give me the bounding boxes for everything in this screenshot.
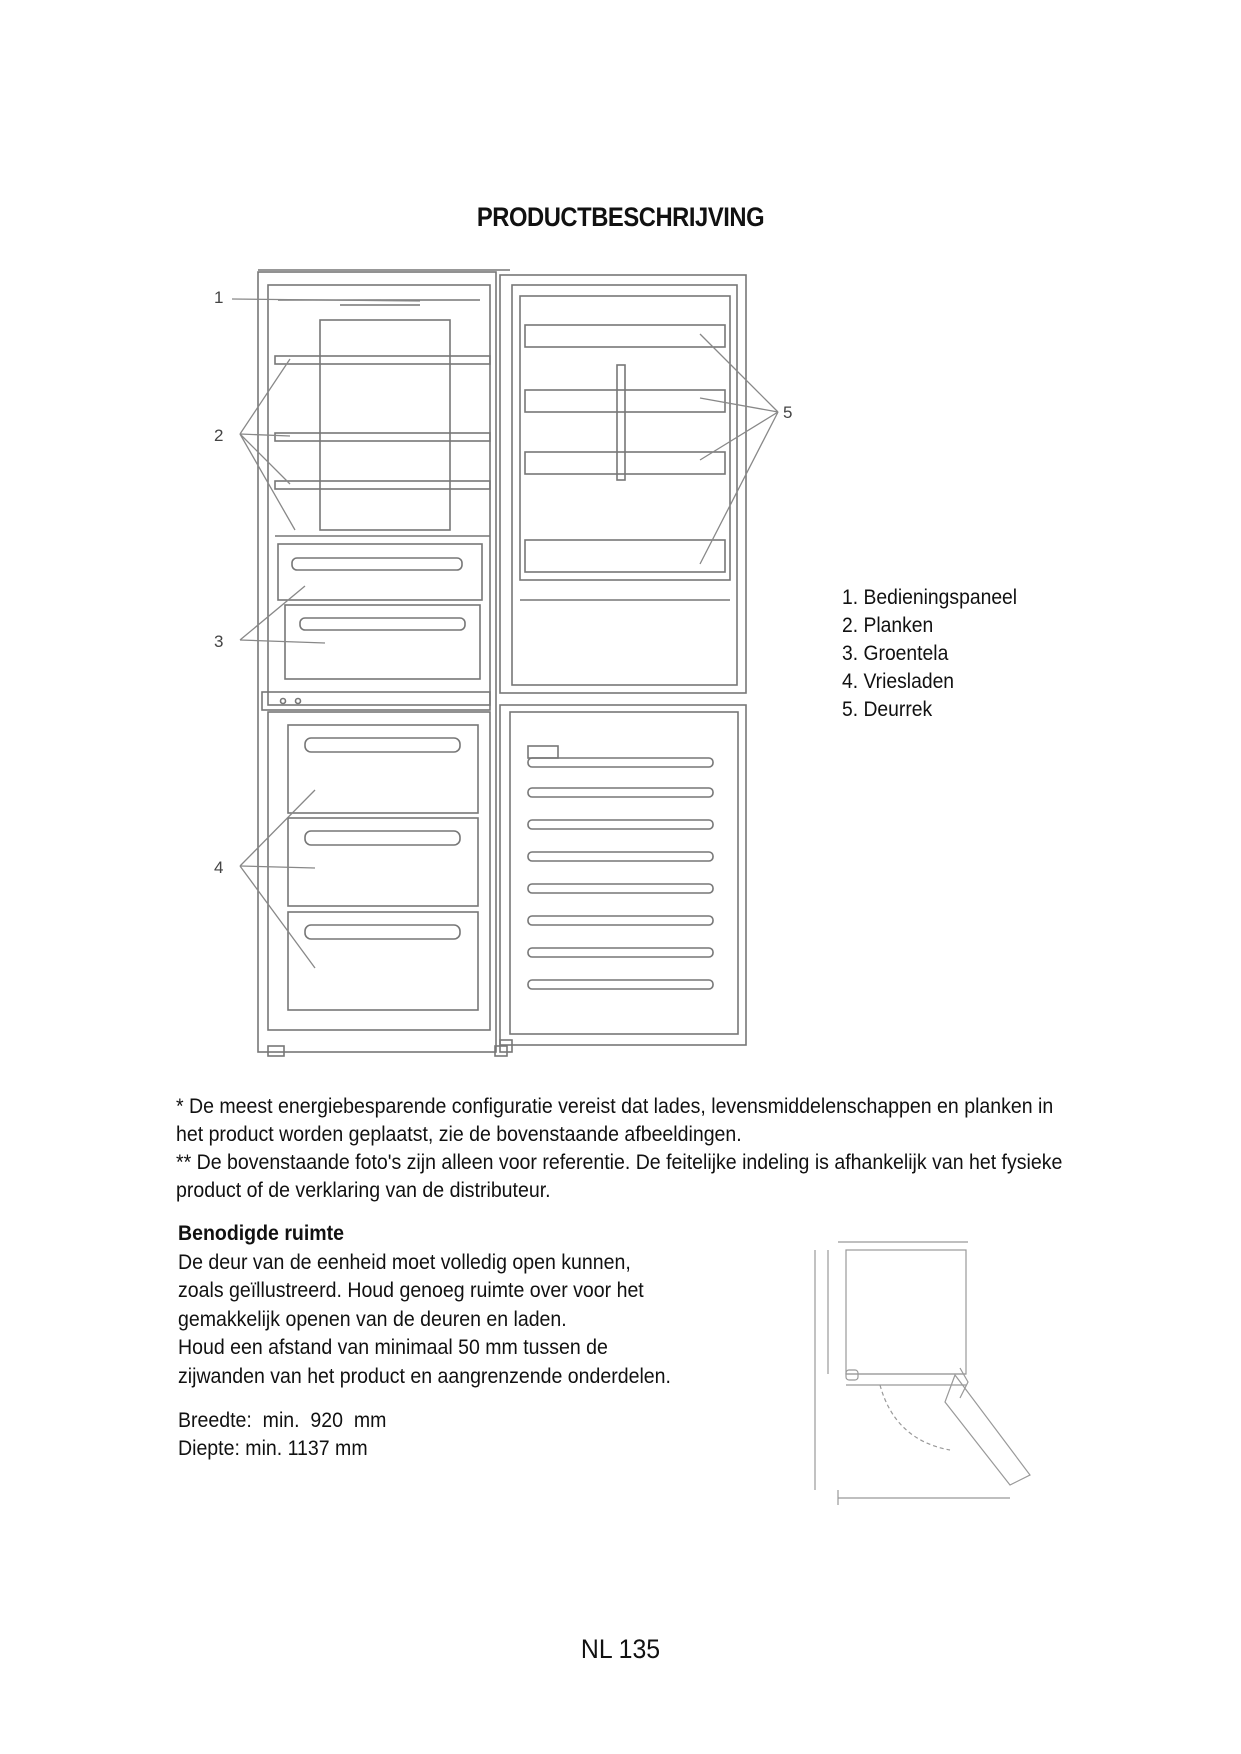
notes <box>176 1093 1069 1205</box>
note-2: ** De bovenstaande foto's zijn alleen voor referentie. De feitelijke indeling is afhankelijk van het fysieke product of de verklaring van de distributeur. <box>176 1151 1063 1202</box>
space-section <box>178 1220 736 1391</box>
freezer-drawer <box>288 725 478 813</box>
freezer-drawer <box>288 912 478 1010</box>
door-rack <box>525 540 725 572</box>
space-paragraph-1: De deur van de eenheid moet volledig open kunnen, zoals geïllustreerd. Houd genoeg ruimte over voor het gemakkelijk openen van de deuren en laden. <box>178 1250 644 1331</box>
fridge-door <box>500 275 746 693</box>
legend-item: 5. Deurrek <box>842 698 933 721</box>
note-1: * De meest energiebesparende configuratie vereist dat lades, levensmiddelenschappen en planken in het product worden geplaatst, zie de bovenstaande afbeeldingen. <box>176 1095 1054 1146</box>
page-number: NL 135 <box>580 1634 661 1664</box>
legend-item: 2. Planken <box>842 614 934 637</box>
shelf <box>275 356 490 364</box>
space-heading: Benodigde ruimte <box>178 1222 345 1245</box>
shelf <box>275 433 490 441</box>
dimensions <box>178 1407 386 1463</box>
label-4: 4 <box>214 858 224 877</box>
shelf <box>275 481 490 489</box>
width-requirement: Breedte: min. 920 mm <box>178 1409 387 1432</box>
parts-legend <box>842 584 1017 724</box>
door-rack <box>525 452 725 474</box>
crisper-drawer <box>285 605 480 679</box>
door-rack <box>525 325 725 347</box>
label-1: 1 <box>214 288 224 307</box>
label-2: 2 <box>214 426 224 445</box>
depth-requirement: Diepte: min. 1137 mm <box>178 1437 368 1460</box>
label-5: 5 <box>783 403 793 422</box>
open-door <box>945 1375 1030 1485</box>
freezer-door <box>500 705 746 1045</box>
page-title: PRODUCTBESCHRIJVING <box>476 202 765 232</box>
legend-item: 3. Groentela <box>842 642 949 665</box>
label-3: 3 <box>214 632 224 651</box>
legend-item: 1. Bedieningspaneel <box>842 586 1018 609</box>
crisper-drawer <box>278 544 482 600</box>
door-rack <box>525 390 725 412</box>
fridge-top-view <box>846 1250 966 1374</box>
legend-item: 4. Vriesladen <box>842 670 955 693</box>
space-paragraph-2: Houd een afstand van minimaal 50 mm tussen de zijwanden van het product en aangrenzende onderdelen. <box>178 1336 671 1388</box>
freezer-drawer <box>288 818 478 906</box>
cabinet-left-outline <box>258 272 496 1052</box>
